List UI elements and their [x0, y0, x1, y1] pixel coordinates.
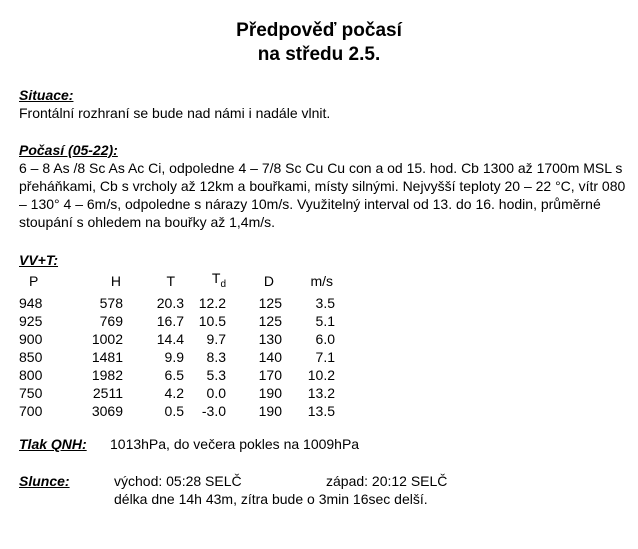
cell-p: 800	[19, 366, 43, 383]
cell-p: 700	[19, 402, 43, 419]
vvt-header-row	[19, 269, 335, 294]
cell-td: 8.3	[206, 348, 226, 365]
cell-t: 20.3	[156, 294, 184, 311]
cell-td: 12.2	[198, 294, 226, 311]
cell-td: 9.7	[206, 330, 226, 347]
cell-h: 1481	[91, 348, 123, 365]
cell-p: 750	[19, 384, 43, 401]
vvt-heading: VV+T:	[19, 252, 59, 268]
table-row	[19, 330, 335, 348]
table-row	[19, 312, 335, 330]
sunset-text: západ: 20:12 SELČ	[326, 473, 448, 489]
cell-td: 5.3	[206, 366, 226, 383]
cell-ms: 5.1	[315, 312, 335, 329]
cell-t: 14.4	[156, 330, 184, 347]
cell-p: 948	[19, 294, 43, 311]
cell-h: 2511	[92, 384, 123, 401]
cell-h: 578	[99, 294, 123, 311]
cell-t: 4.2	[164, 384, 184, 401]
col-header-d: D	[263, 273, 274, 290]
cell-t: 6.5	[164, 366, 184, 383]
cell-t: 0.5	[164, 402, 184, 419]
col-header-td	[184, 269, 226, 294]
cell-t: 16.7	[156, 312, 184, 329]
day-length-text: délka dne 14h 43m, zítra bude o 3min 16sec delší.	[114, 491, 428, 507]
table-row	[19, 348, 335, 366]
slunce-heading: Slunce:	[19, 473, 70, 489]
cell-d: 125	[258, 294, 282, 311]
cell-ms: 10.2	[307, 366, 335, 383]
cell-ms: 6.0	[315, 330, 335, 347]
tlak-text: 1013hPa, do večera pokles na 1009hPa	[110, 436, 360, 452]
sunrise-text: východ: 05:28 SELČ	[114, 473, 242, 489]
cell-p: 900	[19, 330, 43, 347]
cell-ms: 13.5	[307, 402, 335, 419]
col-header-ms: m/s	[310, 273, 333, 290]
cell-d: 130	[258, 330, 282, 347]
cell-d: 125	[258, 312, 282, 329]
cell-td: -3.0	[201, 402, 226, 419]
cell-h: 1982	[91, 366, 123, 383]
table-row	[19, 402, 335, 420]
col-header-t: T	[166, 273, 175, 290]
cell-ms: 3.5	[315, 294, 335, 311]
cell-d: 170	[258, 366, 282, 383]
table-row	[19, 294, 335, 312]
col-header-h: H	[110, 273, 121, 290]
cell-t: 9.9	[164, 348, 184, 365]
cell-h: 3069	[91, 402, 123, 419]
cell-h: 769	[99, 312, 123, 329]
situace-text: Frontální rozhraní se bude nad námi i nadále vlnit.	[19, 105, 331, 121]
cell-p: 925	[19, 312, 43, 329]
cell-d: 190	[258, 384, 282, 401]
cell-ms: 13.2	[307, 384, 335, 401]
vvt-table	[19, 269, 335, 420]
situace-heading: Situace:	[19, 87, 74, 103]
table-row	[19, 366, 335, 384]
col-header-td-sub: d	[220, 278, 226, 290]
cell-ms: 7.1	[315, 348, 335, 365]
cell-d: 190	[258, 402, 282, 419]
cell-d: 140	[258, 348, 282, 365]
cell-td: 10.5	[198, 312, 226, 329]
page-title: Předpověď počasí	[236, 20, 402, 41]
cell-p: 850	[19, 348, 43, 365]
col-header-p: P	[29, 273, 39, 290]
page-subtitle: na středu 2.5.	[257, 44, 381, 65]
pocasi-text: 6 – 8 As /8 Sc As Ac Ci, odpoledne 4 – 7/8 Sc Cu Cu con a od 15. hod. Cb 1300 až 1700m MSL s přeháňkami, Cb s vrcholy až 12km a bouřkami, místy silnými. Nejvyšší teploty 20 – 22 °C, vítr 080 – 130° 4 – 6m/s, odpoledne s nárazy 10m/s. Využitelný interval od 13. do 16. hodin, průměrné stoupání s ohledem na bouřky až 1,4m/s.	[19, 160, 626, 230]
tlak-heading: Tlak QNH:	[19, 436, 87, 452]
col-header-td-main: T	[211, 270, 221, 286]
cell-h: 1002	[91, 330, 123, 347]
pocasi-heading: Počasí (05-22):	[19, 142, 118, 158]
cell-td: 0.0	[206, 384, 226, 401]
table-row	[19, 384, 335, 402]
